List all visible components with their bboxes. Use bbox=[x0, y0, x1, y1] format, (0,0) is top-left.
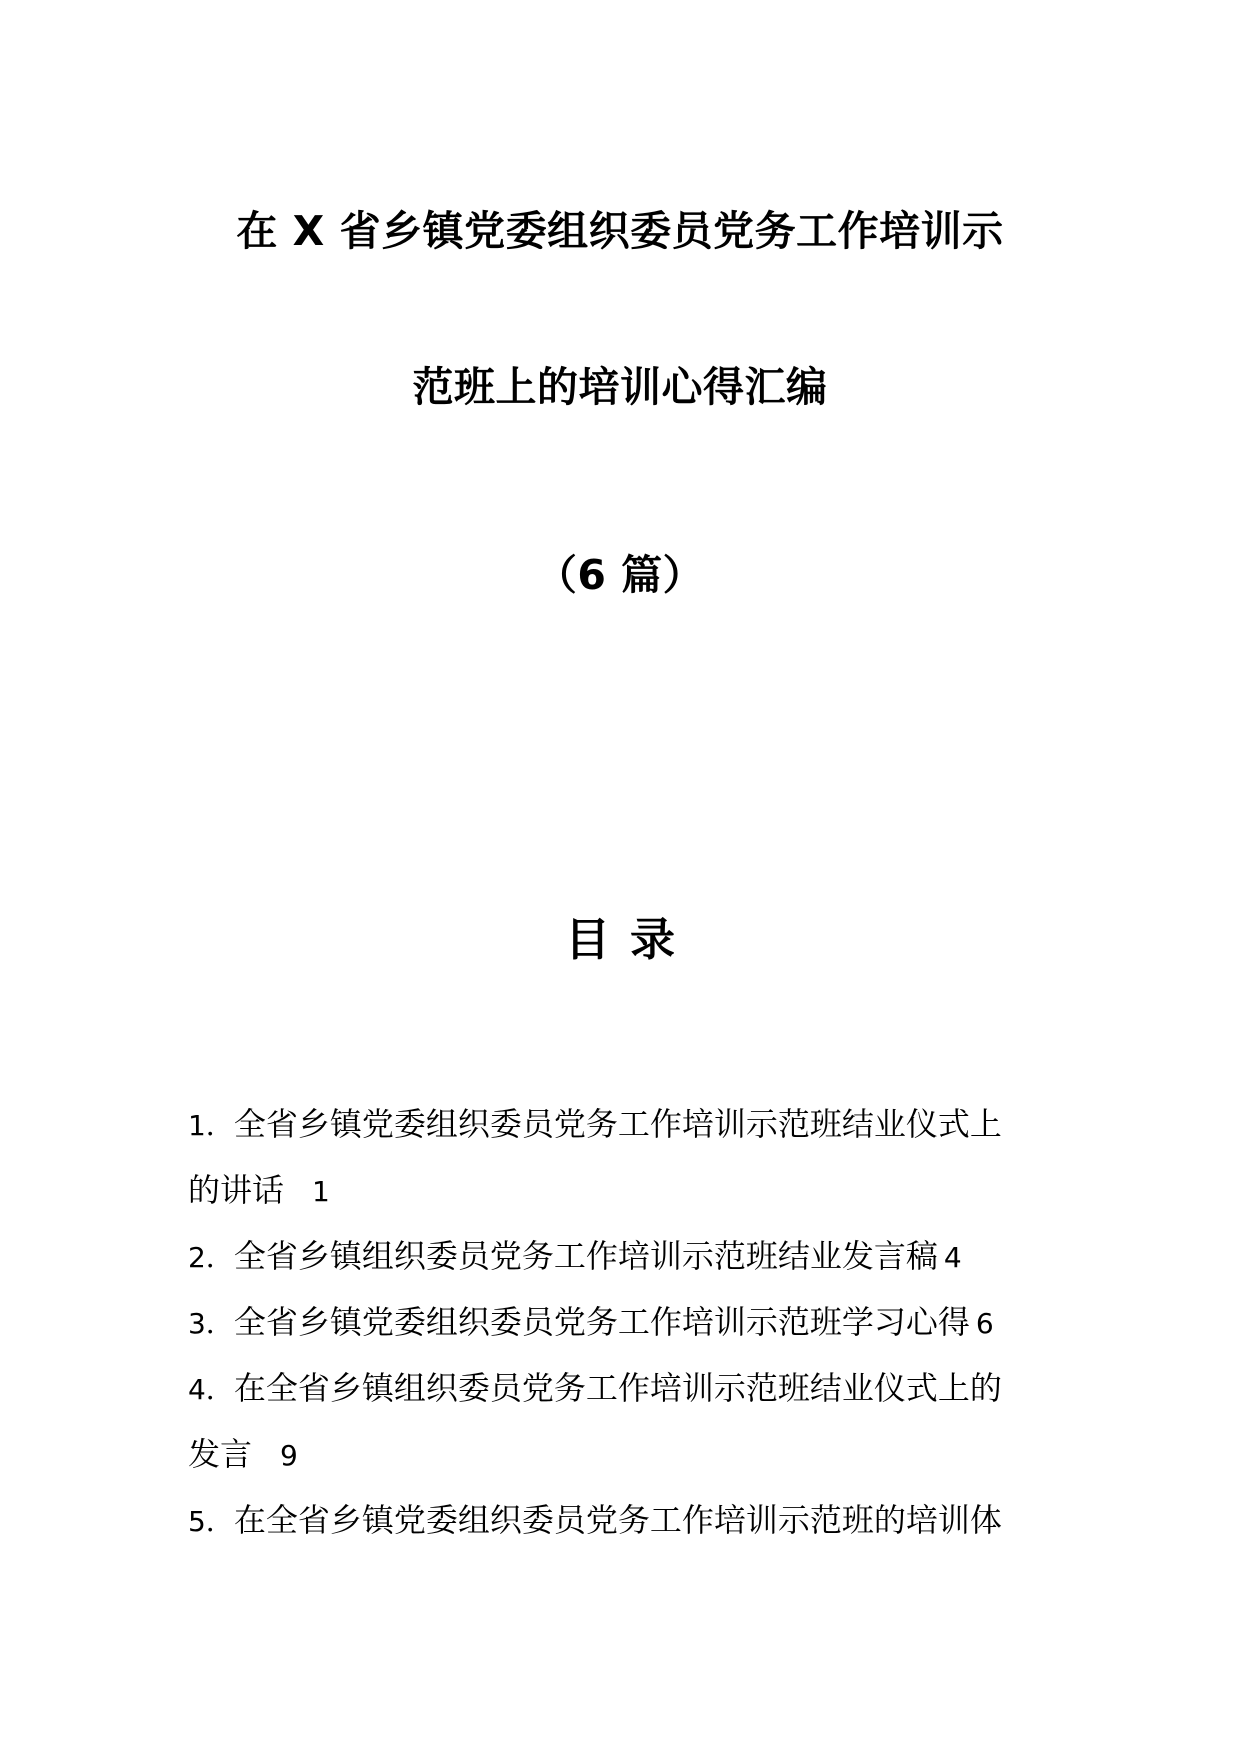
toc-entry-page: 4 bbox=[943, 1241, 962, 1274]
toc-entry-title: 在全省乡镇党委组织委员党务工作培训示范班的培训体 bbox=[233, 1501, 1002, 1539]
toc-entry-number: 5． bbox=[188, 1505, 234, 1538]
toc-entry-title: 在全省乡镇组织委员党务工作培训示范班结业仪式上的 bbox=[233, 1369, 1002, 1407]
toc-entry-2[interactable] bbox=[188, 1224, 1058, 1290]
toc-entry-title: 全省乡镇党委组织委员党务工作培训示范班学习心得 bbox=[233, 1303, 970, 1341]
toc-entry-title: 全省乡镇组织委员党务工作培训示范班结业发言稿 bbox=[233, 1237, 938, 1275]
toc-entry-number: 1． bbox=[188, 1109, 234, 1142]
toc-entry-page: 1 bbox=[312, 1175, 330, 1208]
toc-entry-1[interactable] bbox=[188, 1092, 1058, 1158]
document-title-line-1: 在 X 省乡镇党委组织委员党务工作培训示 bbox=[236, 207, 1004, 255]
document-article-count: （6 篇） bbox=[535, 551, 705, 599]
document-title-line-2: 范班上的培训心得汇编 bbox=[412, 363, 828, 411]
toc-entry-3[interactable] bbox=[188, 1290, 1058, 1356]
toc-entry-5[interactable] bbox=[188, 1488, 1058, 1554]
toc-entry-title-continued: 发言 bbox=[188, 1435, 253, 1473]
toc-heading: 目录 bbox=[564, 913, 695, 966]
toc-entry-page: 9 bbox=[280, 1439, 298, 1472]
toc-entry-4[interactable] bbox=[188, 1356, 1058, 1422]
toc-entry-number: 3． bbox=[188, 1307, 234, 1340]
toc-entry-1-continued[interactable] bbox=[188, 1158, 1058, 1224]
toc-entry-title-continued: 的讲话 bbox=[188, 1171, 285, 1209]
toc-entry-number: 4． bbox=[188, 1373, 234, 1406]
toc-entry-title: 全省乡镇党委组织委员党务工作培训示范班结业仪式上 bbox=[233, 1105, 1002, 1143]
toc-entry-number: 2． bbox=[188, 1241, 234, 1274]
table-of-contents bbox=[188, 1092, 1058, 1554]
toc-entry-page: 6 bbox=[975, 1307, 994, 1340]
toc-entry-4-continued[interactable] bbox=[188, 1422, 1058, 1488]
